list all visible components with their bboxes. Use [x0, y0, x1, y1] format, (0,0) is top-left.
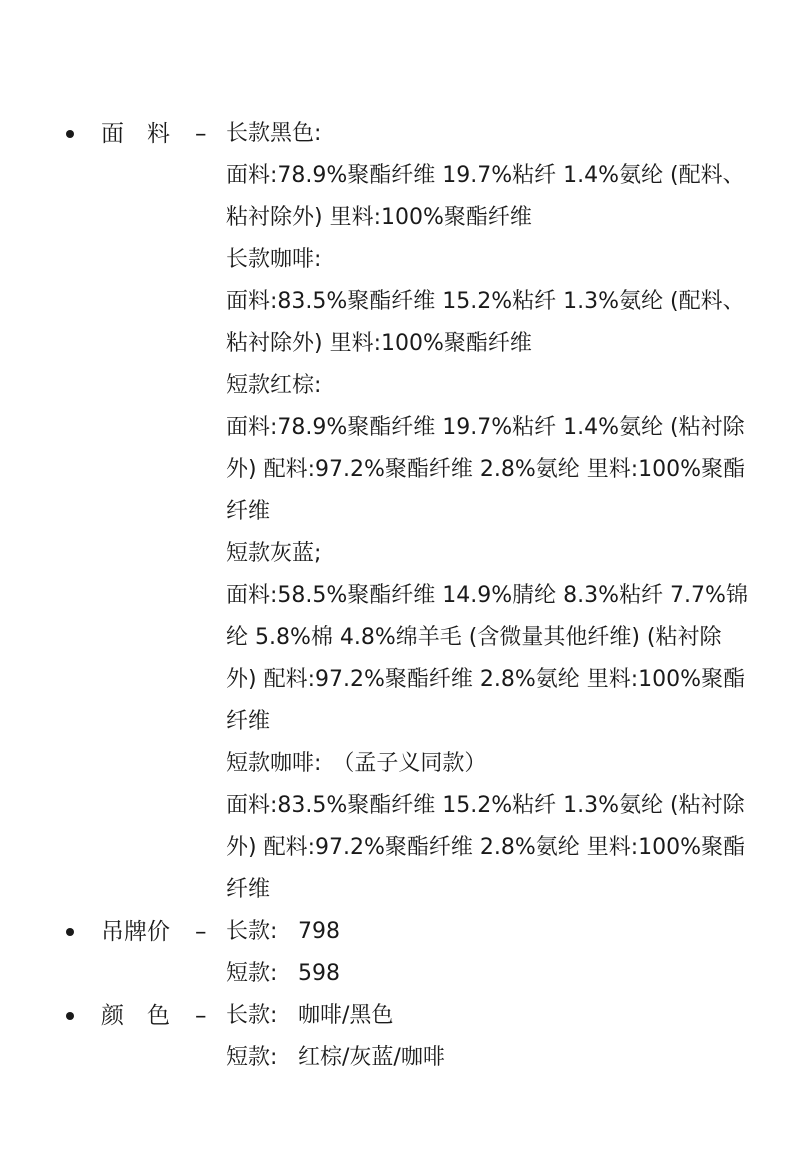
price-value: 798 — [298, 919, 340, 944]
price-key: 长款: — [226, 919, 278, 944]
dash: – — [195, 1003, 207, 1029]
fabric-line: 面料:83.5%聚酯纤维 15.2%粘纤 1.3%氨纶 (粘衬除外) 配料:97.2%聚酯纤维 2.8%氨纶 里料:100%聚酯纤维 — [226, 793, 746, 902]
color-row — [226, 1037, 750, 1079]
fabric-line: 短款咖啡: （孟子义同款） — [226, 751, 487, 776]
fabric-line: 长款黑色: — [226, 121, 322, 146]
color-value: 咖啡/黑色 — [298, 1003, 394, 1028]
price-content — [226, 911, 750, 995]
color-label: 颜 色 — [101, 1003, 170, 1029]
price-key: 短款: — [226, 961, 278, 986]
bullet-icon — [66, 928, 74, 936]
dash: – — [195, 121, 207, 147]
bullet-icon — [66, 130, 74, 138]
fabric-line: 面料:58.5%聚酯纤维 14.9%腈纶 8.3%粘纤 7.7%锦纶 5.8%棉 4.8%绵羊毛 (含微量其他纤维) (粘衬除外) 配料:97.2%聚酯纤维 2.8%氨纶 里料:100%聚酯纤维 — [226, 583, 748, 734]
price-row — [226, 953, 750, 995]
fabric-line: 面料:83.5%聚酯纤维 15.2%粘纤 1.3%氨纶 (配料、粘衬除外) 里料:100%聚酯纤维 — [226, 289, 745, 356]
fabric-line: 长款咖啡: — [226, 247, 322, 272]
price-value: 598 — [298, 961, 340, 986]
color-key: 长款: — [226, 1003, 278, 1028]
fabric-line: 面料:78.9%聚酯纤维 19.7%粘纤 1.4%氨纶 (粘衬除外) 配料:97.2%聚酯纤维 2.8%氨纶 里料:100%聚酯纤维 — [226, 415, 746, 524]
color-content — [226, 995, 750, 1079]
dash: – — [195, 919, 207, 945]
fabric-content — [226, 113, 750, 911]
fabric-label: 面 料 — [101, 121, 170, 147]
color-value: 红棕/灰蓝/咖啡 — [298, 1045, 445, 1070]
price-item — [0, 911, 790, 995]
fabric-line: 短款红棕: — [226, 373, 322, 398]
bullet-icon — [66, 1012, 74, 1020]
fabric-item — [0, 113, 790, 911]
color-item — [0, 995, 790, 1079]
price-row — [226, 911, 750, 953]
color-key: 短款: — [226, 1045, 278, 1070]
color-row — [226, 995, 750, 1037]
fabric-line: 面料:78.9%聚酯纤维 19.7%粘纤 1.4%氨纶 (配料、粘衬除外) 里料:100%聚酯纤维 — [226, 163, 745, 230]
spec-list — [0, 113, 790, 1079]
fabric-line: 短款灰蓝; — [226, 541, 322, 566]
price-label: 吊牌价 — [101, 919, 170, 945]
